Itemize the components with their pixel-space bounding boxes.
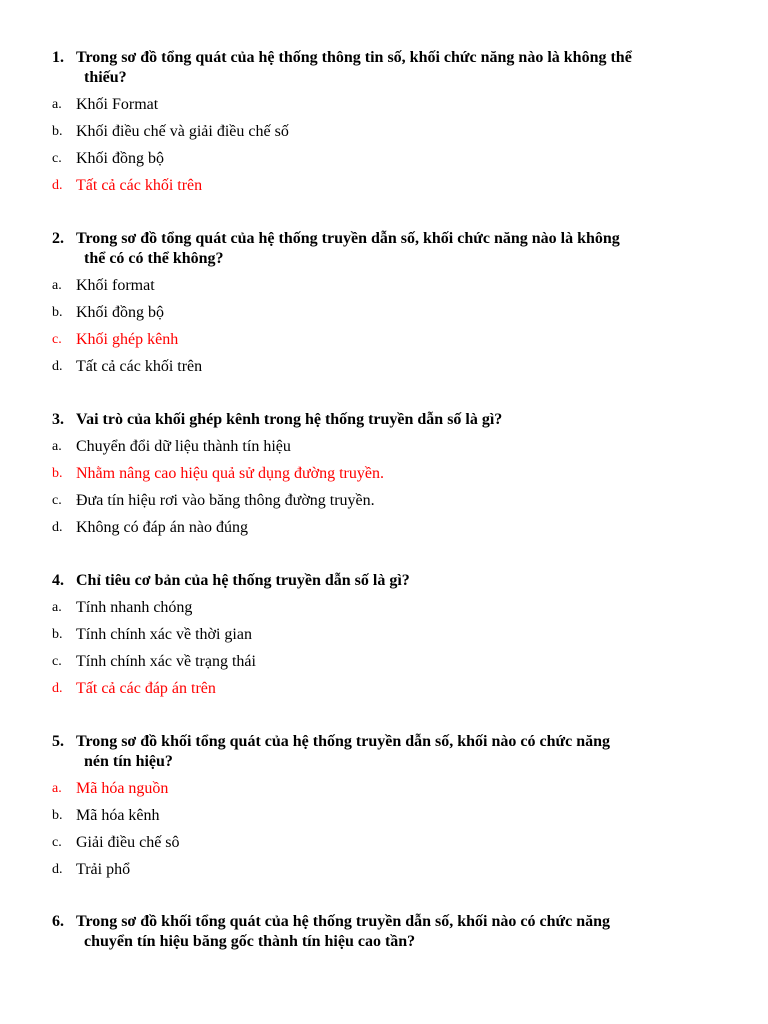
- option-b: [52, 806, 732, 833]
- question-1: [52, 48, 732, 203]
- option-a: [52, 437, 732, 464]
- question-6: [52, 912, 732, 952]
- option-text: Chuyển đổi dữ liệu thành tín hiệu: [76, 438, 291, 455]
- option-letter: d.: [52, 178, 63, 193]
- option-letter: a.: [52, 278, 62, 293]
- option-b: [52, 303, 732, 330]
- option-text: Khối đồng bộ: [76, 304, 164, 321]
- option-a-correct: [52, 779, 732, 806]
- question-line-2: nén tín hiệu?: [84, 753, 173, 770]
- question-number: 5.: [52, 733, 64, 750]
- option-text: Khối ghép kênh: [76, 331, 179, 348]
- option-text: Nhằm nâng cao hiệu quả sử dụng đường truyền.: [76, 465, 384, 482]
- option-c: [52, 833, 732, 860]
- option-text: Mã hóa nguồn: [76, 780, 169, 797]
- option-letter: b.: [52, 466, 63, 481]
- answer-options: [52, 437, 732, 545]
- answer-options: [52, 779, 732, 887]
- option-a: [52, 276, 732, 303]
- option-letter: d.: [52, 520, 63, 535]
- option-letter: d.: [52, 359, 63, 374]
- option-text: Khối điều chế và giải điều chế số: [76, 123, 289, 140]
- question-line-1: Trong sơ đồ khối tổng quát của hệ thống truyền dẫn số, khối nào có chức năng: [76, 913, 610, 930]
- option-letter: a.: [52, 97, 62, 112]
- option-letter: b.: [52, 808, 63, 823]
- option-b: [52, 122, 732, 149]
- option-b-correct: [52, 464, 732, 491]
- option-text: Không có đáp án nào đúng: [76, 519, 248, 536]
- question-2-text: [52, 229, 732, 269]
- answer-options: [52, 598, 732, 706]
- option-text: Tính chính xác về thời gian: [76, 626, 252, 643]
- option-b: [52, 625, 732, 652]
- question-1-text: [52, 48, 732, 88]
- option-letter: a.: [52, 439, 62, 454]
- option-text: Trải phổ: [76, 861, 131, 878]
- question-6-text: [52, 912, 732, 952]
- option-text: Tất cả các khối trên: [76, 177, 203, 194]
- option-d-correct: [52, 176, 732, 203]
- option-text: Khối đồng bộ: [76, 150, 164, 167]
- question-line-1: Vai trò của khối ghép kênh trong hệ thống truyền dẫn số là gì?: [76, 411, 503, 428]
- question-number: 6.: [52, 913, 64, 930]
- option-text: Tính nhanh chóng: [76, 599, 193, 616]
- option-d: [52, 860, 732, 887]
- question-line-1: Trong sơ đồ khối tổng quát của hệ thống truyền dẫn số, khối nào có chức năng: [76, 733, 610, 750]
- question-number: 1.: [52, 49, 64, 66]
- option-letter: d.: [52, 681, 63, 696]
- option-text: Mã hóa kênh: [76, 807, 160, 824]
- question-line-1: Trong sơ đồ tổng quát của hệ thống truyền dẫn số, khối chức năng nào là không: [76, 230, 620, 247]
- question-number: 3.: [52, 411, 64, 428]
- question-line-2: chuyển tín hiệu băng gốc thành tín hiệu cao tần?: [84, 933, 416, 950]
- question-5: [52, 732, 732, 887]
- option-text: Giải điều chế sô: [76, 834, 180, 851]
- option-letter: a.: [52, 781, 62, 796]
- option-letter: c.: [52, 493, 62, 508]
- answer-options: [52, 276, 732, 384]
- option-a: [52, 95, 732, 122]
- option-d: [52, 357, 732, 384]
- option-letter: c.: [52, 654, 62, 669]
- option-text: Tính chính xác về trạng thái: [76, 653, 256, 670]
- question-line-1: Trong sơ đồ tổng quát của hệ thống thông tin số, khối chức năng nào là không thể: [76, 49, 632, 66]
- question-4: [52, 571, 732, 706]
- question-line-1: Chỉ tiêu cơ bản của hệ thống truyền dẫn số là gì?: [76, 572, 410, 589]
- option-text: Tất cả các khối trên: [76, 358, 203, 375]
- question-5-text: [52, 732, 732, 772]
- option-letter: b.: [52, 627, 63, 642]
- option-text: Khối format: [76, 277, 155, 294]
- question-line-2: thể có có thể không?: [84, 250, 224, 267]
- option-letter: c.: [52, 332, 62, 347]
- question-number: 2.: [52, 230, 64, 247]
- answer-options: [52, 95, 732, 203]
- option-letter: b.: [52, 305, 63, 320]
- question-3: [52, 410, 732, 545]
- option-a: [52, 598, 732, 625]
- option-letter: c.: [52, 835, 62, 850]
- option-d-correct: [52, 679, 732, 706]
- option-text: Tất cả các đáp án trên: [76, 680, 216, 697]
- question-3-text: [52, 410, 732, 430]
- option-letter: a.: [52, 600, 62, 615]
- option-letter: c.: [52, 151, 62, 166]
- question-number: 4.: [52, 572, 64, 589]
- question-4-text: [52, 571, 732, 591]
- option-letter: b.: [52, 124, 63, 139]
- option-text: Đưa tín hiệu rơi vào băng thông đường truyền.: [76, 492, 375, 509]
- option-d: [52, 518, 732, 545]
- question-2: [52, 229, 732, 384]
- option-c-correct: [52, 330, 732, 357]
- option-c: [52, 652, 732, 679]
- question-line-2: thiếu?: [84, 69, 127, 86]
- option-text: Khối Format: [76, 96, 159, 113]
- option-letter: d.: [52, 862, 63, 877]
- option-c: [52, 149, 732, 176]
- option-c: [52, 491, 732, 518]
